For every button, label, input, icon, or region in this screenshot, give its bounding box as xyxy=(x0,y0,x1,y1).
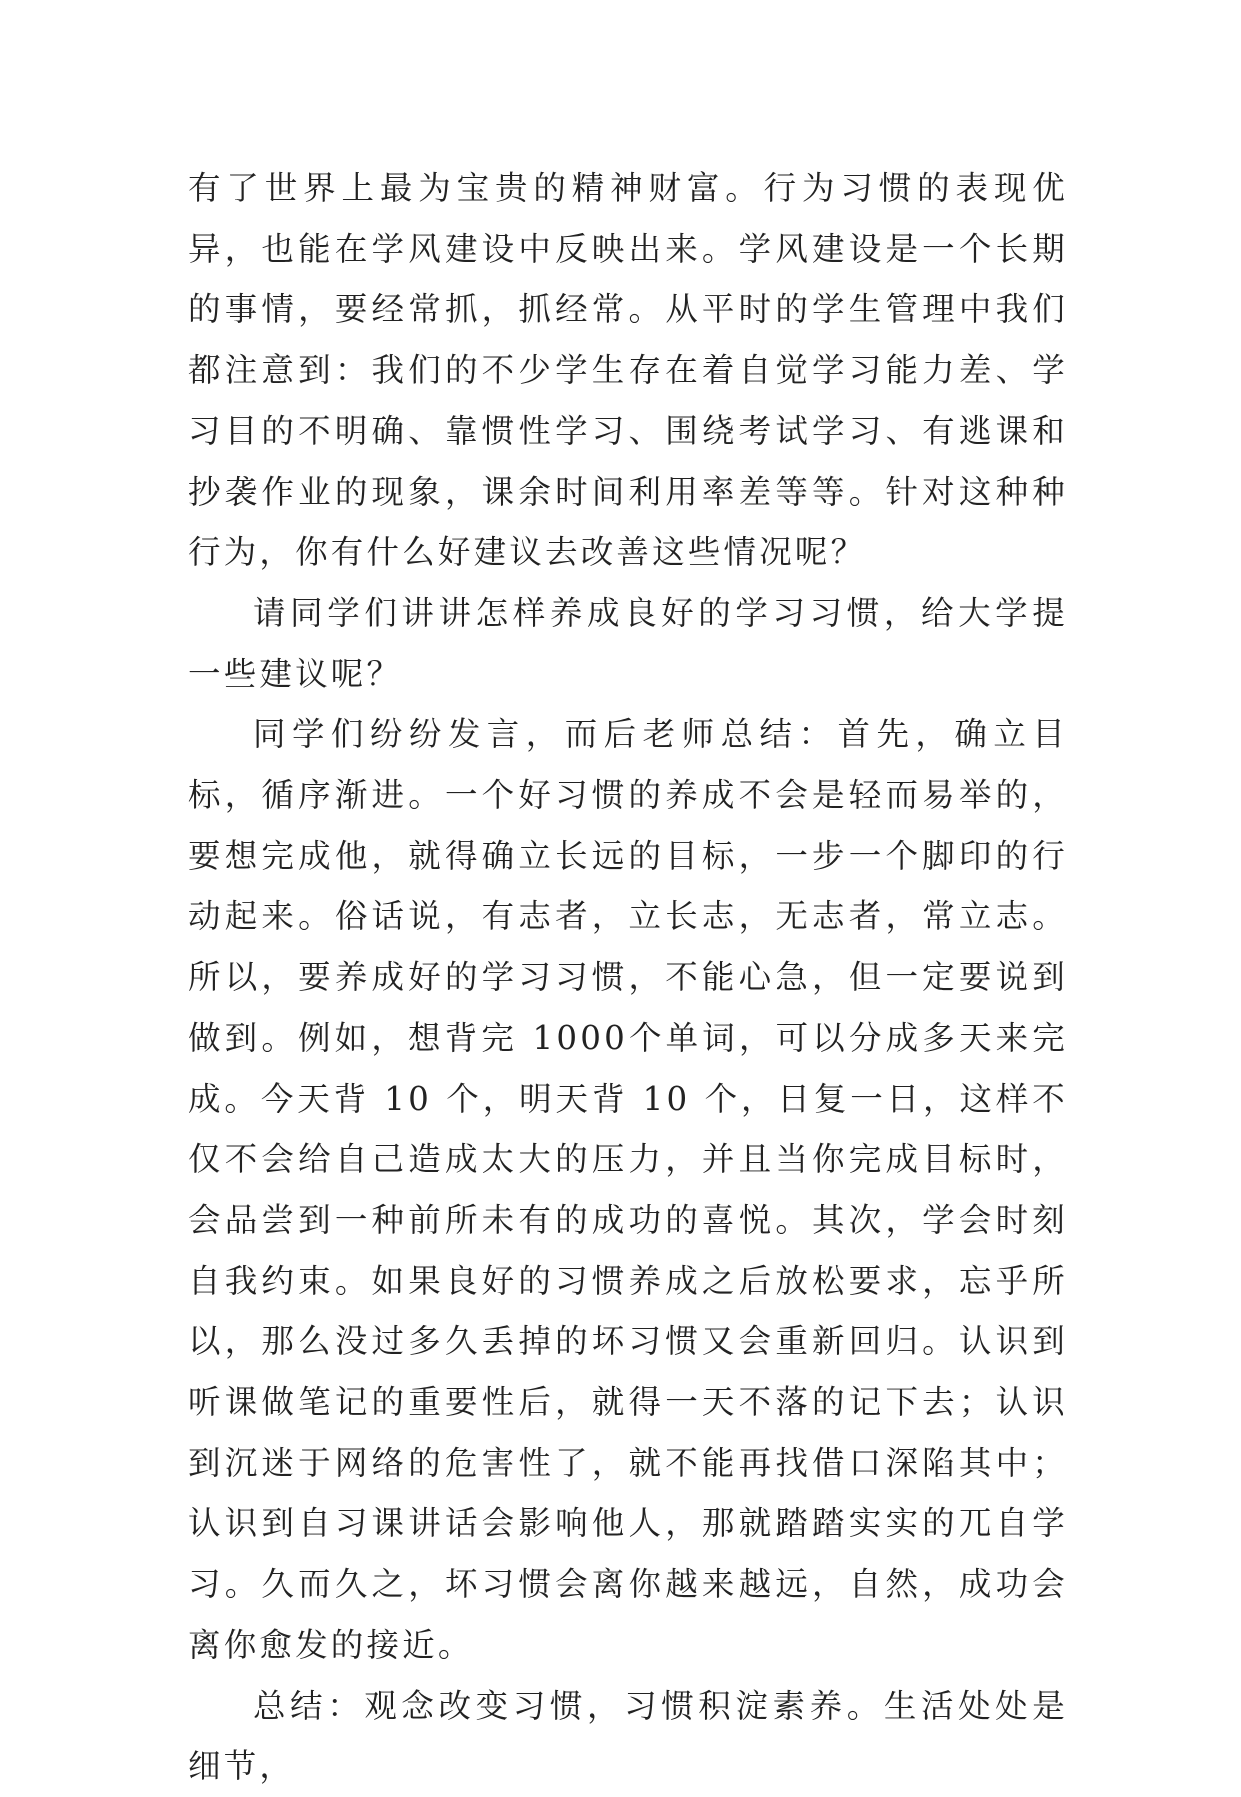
paragraph-1: 有了世界上最为宝贵的精神财富。行为习惯的表现优异，也能在学风建设中反映出来。学风建设是一个长期的事情，要经常抓，抓经常。从平时的学生管理中我们都注意到：我们的不少学生存在着自觉学习能力差、学习目的不明确、靠惯性学习、围绕考试学习、有逃课和抄袭作业的现象，课余时间利用率差等等。针对这种种行为，你有什么好建议去改善这些情况呢？ xyxy=(188,169,1068,572)
paragraph-4: 总结：观念改变习惯，习惯积淀素养。生活处处是细节， xyxy=(188,1686,1068,1786)
document-body xyxy=(188,158,1068,1797)
paragraph-3: 同学们纷纷发言，而后老师总结：首先，确立目标，循序渐进。一个好习惯的养成不会是轻而易举的，要想完成他，就得确立长远的目标，一步一个脚印的行动起来。俗话说，有志者，立长志，无志者，常立志。所以，要养成好的学习习惯，不能心急，但一定要说到做到。例如，想背完 1000个单词，可以分成多天来完成。今天背 10 个，明天背 10 个，日复一日，这样不仅不会给自己造成太大的压力，并且当你完成目标时，会品尝到一种前所未有的成功的喜悦。其次，学会时刻自我约束。如果良好的习惯养成之后放松要求，忘乎所以，那么没过多久丢掉的坏习惯又会重新回归。认识到听课做笔记的重要性后，就得一天不落的记下去；认识到沉迷于网络的危害性了，就不能再找借口深陷其中；认识到自习课讲话会影响他人，那就踏踏实实的兀自学习。久而久之，坏习惯会离你越来越远，自然，成功会离你愈发的接近。 xyxy=(188,715,1068,1664)
paragraph-2: 请同学们讲讲怎样养成良好的学习习惯，给大学提一些建议呢？ xyxy=(188,593,1068,693)
